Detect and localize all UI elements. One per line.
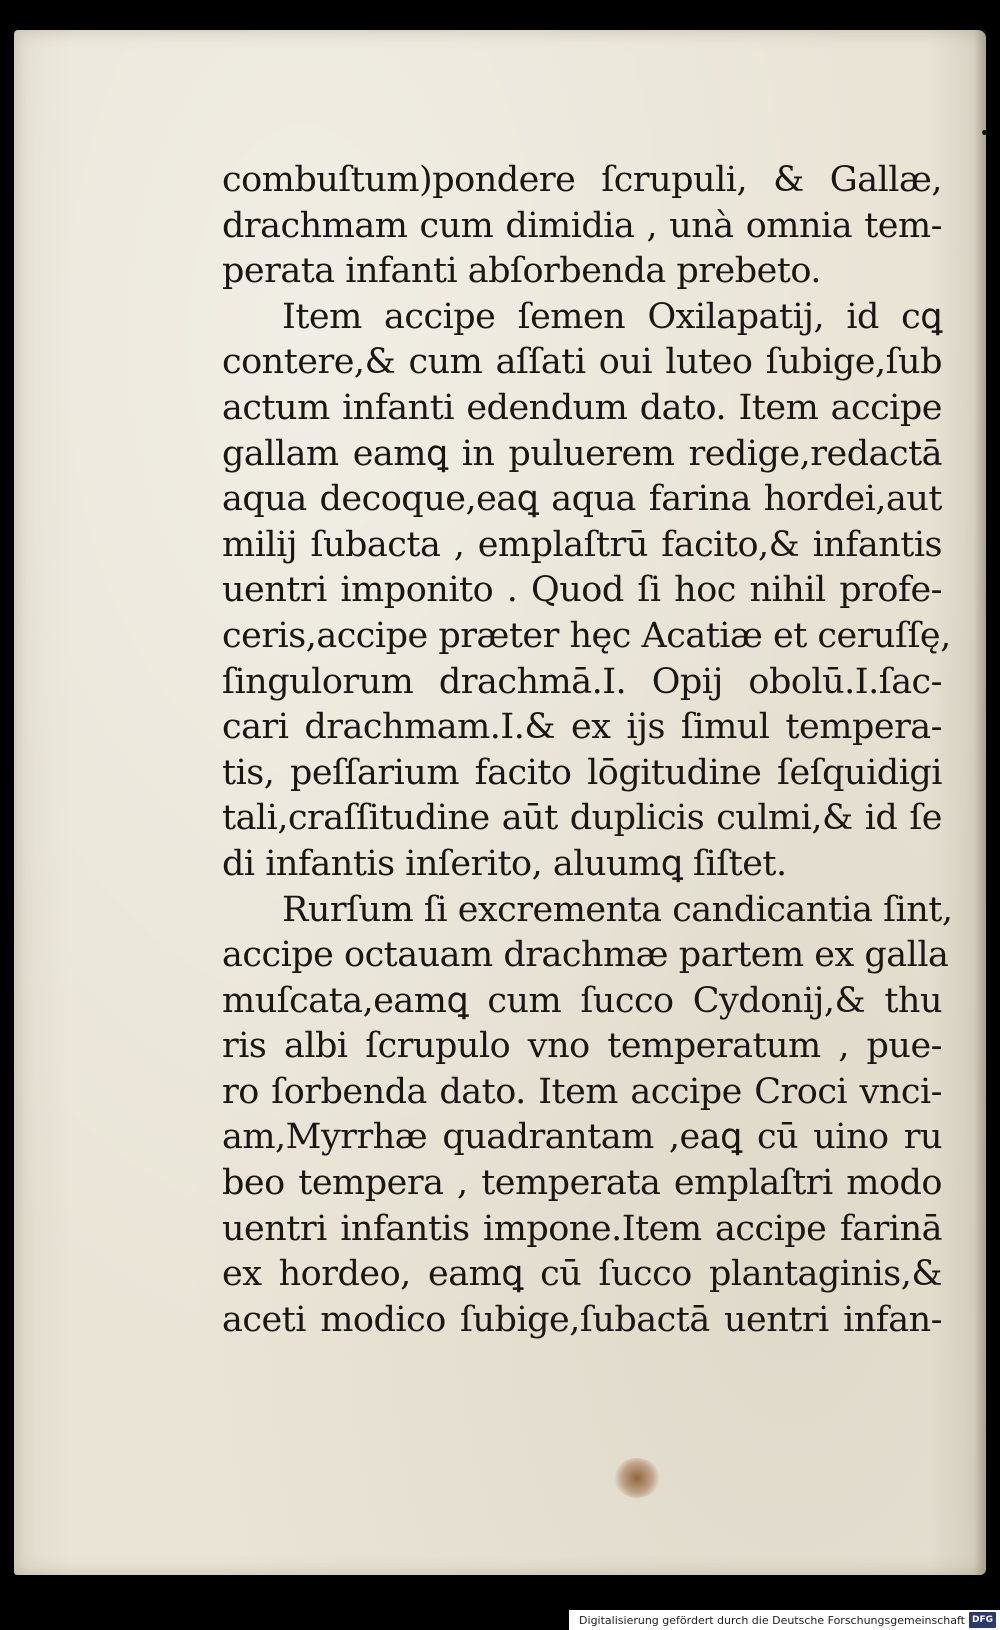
text-line: muſcata,eamꝗ cum ſucco Cydonij,& thu [222,980,942,1021]
text-line: perata infanti abſorbenda prebeto. [222,251,821,292]
book-page [14,30,986,1575]
text-line: ceris,accipe præter hęc Acatiæ et ceruſſę, [222,615,951,656]
text-line: gallam eamꝗ in puluerem redige,redactā [222,433,942,474]
text-line: ro ſorbenda dato. Item accipe Croci vnci- [222,1071,942,1112]
text-line: cari drachmam.I.& ex ijs ſimul tempera- [222,707,942,748]
credit-text: Digitalisierung gefördert durch die Deutsche Forschungsgemeinschaft [579,1613,965,1627]
paper-stain [614,1458,660,1498]
text-line: combuſtum)pondere ſcrupuli, & Gallæ, [222,160,942,200]
text-line: milij ſubacta , emplaſtrū facito,& infantis [222,524,942,565]
text-line: tali,craſſitudine aūt duplicis culmi,& id ſe [222,798,942,839]
text-line: am,Myrrhæ quadrantam ,eaꝗ cū uino ru [222,1117,942,1158]
text-line: Rurſum ſi excrementa candicantia ſint, [282,889,953,930]
text-line: drachmam cum dimidia , unà omnia tem- [222,205,942,246]
page-edge-shadow [974,30,986,1575]
text-line: ex hordeo, eamꝗ cū ſucco plantaginis,& [222,1254,942,1295]
digitization-credit [569,1610,1000,1630]
text-line: tis, peſſarium facito lōgitudine ſeſquidigi [222,752,942,793]
text-line: uentri imponito . Quod ſi hoc nihil profe- [222,570,942,611]
dust-speck [982,130,987,135]
text-line: beo tempera , temperata emplaſtri modo [222,1163,942,1204]
text-line: Item accipe ſemen Oxilapatij, id cꝗ [282,296,942,337]
text-line: accipe octauam drachmæ partem ex galla [222,935,949,976]
text-line: aqua decoque,eaꝗ aqua farina hordei,aut [222,479,942,520]
text-line: ſingulorum drachmā.I. Opij obolū.I.ſac- [222,661,942,702]
text-line: di infantis inſerito, aluumꝗ ſiſtet. [222,843,787,884]
text-line: contere,& cum aſſati oui luteo ſubige,ſub [222,342,942,383]
page-text [222,158,953,1343]
text-line: aceti modico ſubige,ſubactā uentri infan- [222,1299,942,1340]
dfg-logo-icon: DFG [969,1612,996,1628]
text-line: actum infanti edendum dato. Item accipe [222,387,942,428]
text-line: uentri infantis impone.Item accipe farinā [222,1208,942,1249]
text-line: ris albi ſcrupulo vno temperatum , pue- [222,1026,942,1067]
